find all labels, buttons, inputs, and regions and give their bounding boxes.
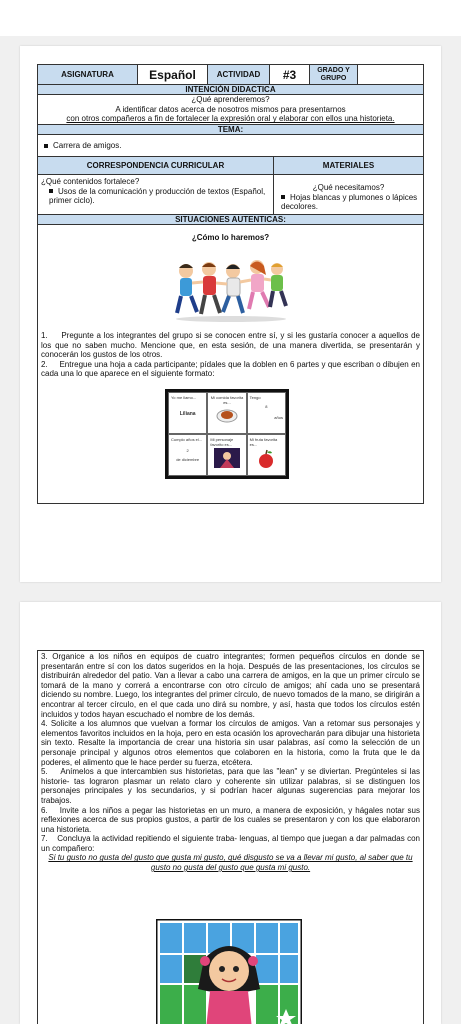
situaciones-title-row [38,215,423,225]
format-cell-value: 8 [265,404,268,409]
format-cell-label: Tengo [249,395,261,400]
situaciones-question: ¿Cómo lo haremos? [191,233,270,242]
intencion-body [38,95,423,125]
format-cell-label: Mi fruta favorita es... [249,437,278,447]
asignatura-label: ASIGNATURA [38,65,138,84]
format-cell-character [207,434,246,476]
format-cell-label: Cumplo años el... [171,437,203,442]
step-3: 3. Organice a los niños en equipos de cuatro integrantes; formen pequeños círculos en donde se presentarán entre sí con los datos sugeridos en la hoja. Después de las presentaciones, los círculos se distribuirán alrededor del patio. Van a llevar a cabo una carrera de amigos, en la que un primer círculo se tomará de la mano y correrá a encontrarse con otro círculo de amigos; ahí cada uno se presentará diciendo su nombre. Luego, los integrantes del primer círculo, de nuevo tomados de la mano, se dirigirán a encontrar al tercer círculo, en el que cada uno dirá su nombre, y así, hasta que todos los círculos estén incluidos y todos hayan escuchado el nombre de los demás. [41,652,420,719]
format-cell-unit: años [274,415,283,420]
step-4: 4. Solicite a los alumnos que vuelvan a formar los círculos de amigos. Van a retomar sus personajes y elementos favoritos incluidos en la hoja, pero en esta ocasión los aprovecharán para dibujar una historieta sin texto. Resalte la importancia de crear una historia sin usar palabras, así como la selección de un personaje principal y algunos otros elementos que colaboren en la historia, como la fruta que le da poderes, el alimento que le hace perder su fuerza, etcétera. [41,719,420,767]
format-cell-value: Liliana [179,411,196,417]
step-5: 5. Anímelos a que intercambien sus historietas, para que las "lean" y se diviertan. Pregúnteles si las historie- tas lograron plasmar un relato claro y coherente sin utilizar palabras, si se distinguen los personajes principales y los secundarios, y si podrían hacer algunas sugerencias para mejorar los trabajos. [41,767,420,805]
tema-title: TEMA: [217,124,244,134]
lesson-sheet-continued [37,650,424,1024]
materiales-body [274,175,423,214]
tema-body [38,135,423,157]
header-row [38,65,423,85]
step-6: 6. Invite a los niños a pegar las historietas en un muro, a manera de exposición, y hágales notar sus reflexiones acerca de sus propios gustos, a partir de los cuales se presentaron y con los que elaboraron una historieta. [41,805,420,834]
correspondencia-item: Usos de la comunicación y producción de textos (Español, primer ciclo). [49,186,266,205]
bullet-icon [44,144,48,148]
document-page-1 [20,46,441,582]
format-cell-value: 2 [186,448,189,453]
intencion-question: ¿Qué aprenderemos? [191,95,270,105]
grado-label: GRADO Y GRUPO [310,65,358,84]
bullet-icon [49,189,53,193]
actividad-value: #3 [270,65,310,84]
correspondencia-item-wrap [41,187,270,206]
food-plate-icon [216,407,238,423]
correspondencia-body [38,175,274,214]
corr-mat-title-row [38,157,423,175]
materiales-item-wrap [277,193,420,212]
lesson-sheet [37,64,424,504]
correspondencia-question: ¿Qué contenidos fortalece? [41,177,140,186]
steps-page2 [38,651,423,873]
format-cell-unit: de diciembre [176,457,200,462]
situaciones-body [38,233,423,501]
tema-title-row [38,125,423,135]
step-2: 2. Entregue una hoja a cada participante; pídales que la doblen en 6 partes y que escriban o dibujen en cada una lo que aparece en el siguiente formato: [41,359,420,379]
format-cell-fruit [247,434,286,476]
tema-item: Carrera de amigos. [53,140,122,150]
actividad-label: ACTIVIDAD [208,65,270,84]
character-picture-icon [214,448,240,468]
format-cell-name [168,392,207,434]
intencion-title-row [38,85,423,95]
correspondencia-title: CORRESPONDENCIA CURRICULAR [38,157,274,174]
format-cell-birthday [168,434,207,476]
previous-page-edge [0,0,461,36]
children-running-illustration [171,257,291,323]
format-cell-label: Yo me llamo... [171,395,197,400]
format-cell-age [247,392,286,434]
steps-page1 [38,331,423,379]
document-page-2 [20,602,441,1024]
materiales-item: Hojas blancas y plumones o lápices decolores. [281,192,418,211]
format-cell-label: Mi comida favorita es... [210,395,244,405]
format-cell-food [207,392,246,434]
student-format-collage [156,919,302,1024]
intencion-title: INTENCIÓN DIDACTICA [185,84,276,94]
apple-icon [257,449,275,469]
asignatura-value: Español [138,65,208,84]
step-7: 7. Concluya la actividad repitiendo el siguiente traba- lenguas, al tiempo que juegan a dar palmadas con un compañero: [41,834,420,853]
step-1: 1. Pregunte a los integrantes del grupo si se conocen entre sí, y si les gustaría conocer a aquellos de los que no saben mucho. Mencione que, en esta sesión, de una manera divertida, se presentarán y conocerán los gustos de los otros. [41,331,420,360]
intencion-line-1: A identificar datos acerca de nosotros mismos para presentarnos [115,104,346,114]
format-sheet [165,389,289,479]
materiales-title: MATERIALES [322,160,375,170]
trabalenguas: Si tu gusto no gusta del gusto que gusta mi gusto, qué disgusto se va a llevar mi gusto, al saber que tu gusto no gusta del gusto que gusta mi gusto. [48,853,413,873]
format-cell-label: Mi personaje favorito es... [210,437,234,447]
situaciones-title: SITUACIONES AUTENTICAS: [175,214,286,224]
materiales-question: ¿Qué necesitamos? [312,183,385,192]
bullet-icon [281,195,285,199]
corr-mat-body [38,175,423,215]
intencion-line-2: con otros compañeros a fin de fortalecer la expresión oral y elaborar con ellos una historieta. [66,114,395,124]
grado-value [358,65,423,84]
